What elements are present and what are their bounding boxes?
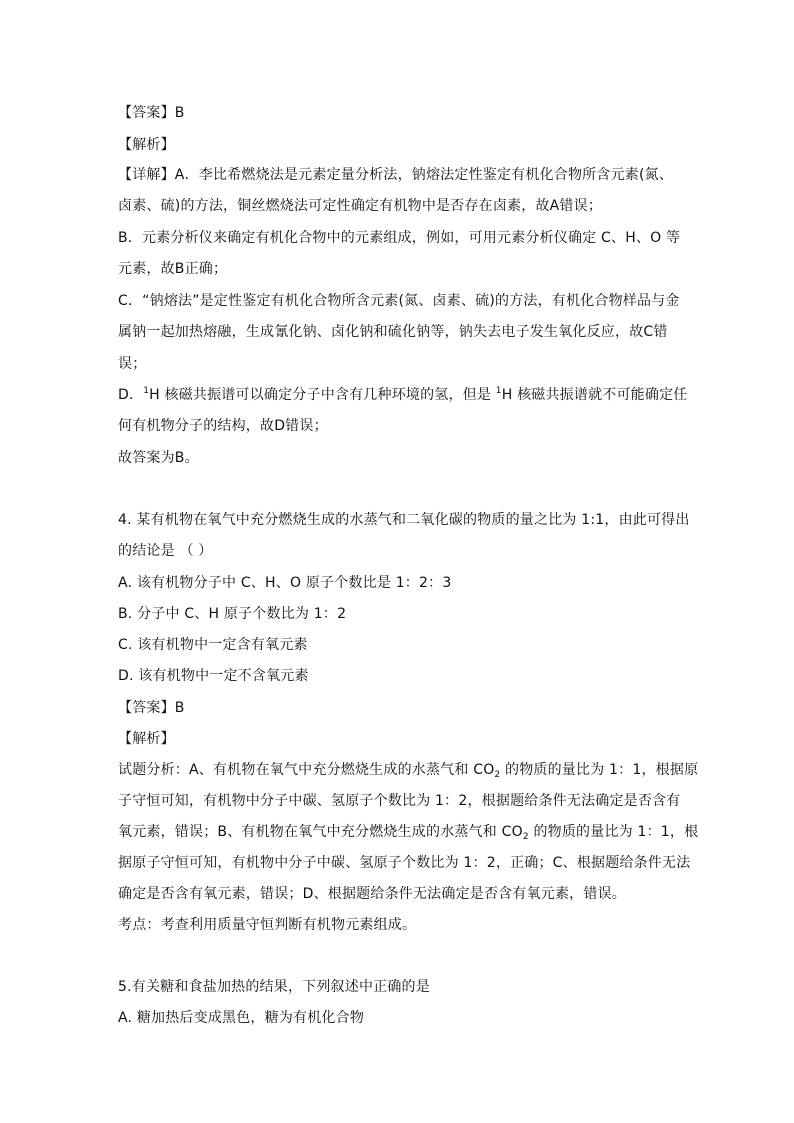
q4-option-b: B. 分子中 C、H 原子个数比为 1：2 [118,606,347,622]
q4-analysis-3: 氧元素，错误；B、有机物在氧气中充分燃烧生成的水蒸气和 $CO_2$ 的物质的量比为 1：1，根 [118,824,699,842]
q3-line-d1: D．$^1$H 核磁共振谱可以确定分子中含有几种环境的氢，但是 $^1$H 核磁共振谱就不可能确定任 [118,386,688,403]
q5-stem: 5.有关糖和食盐加热的结果，下列叙述中正确的是 [118,979,430,995]
q3-line-3: B．元素分析仪来确定有机化合物中的元素组成，例如，可用元素分析仪确定 C、H、O 等 [118,230,681,246]
q4-analysis-5: 确定是否含有氧元素，错误；D、根据题给条件无法确定是否含有氧元素，错误。 [118,886,626,902]
q3-line-6: 属钠一起加热熔融，生成氰化钠、卤化钠和硫化钠等，钠失去电子发生氧化反应，故C错 [118,324,668,340]
q4-answer: 【答案】B [118,700,185,716]
q4-option-c: C. 该有机物中一定含有氧元素 [118,637,308,653]
q4-option-a: A. 该有机物分子中 C、H、O 原子个数比是 1：2：3 [118,575,452,591]
q4-option-d: D. 该有机物中一定不含氧元素 [118,668,309,684]
q3-line-2: 卤素、硫)的方法，铜丝燃烧法可定性确定有机物中是否存在卤素，故A错误； [118,198,603,214]
q4-analysis-1: 试题分析：A、有机物在氧气中充分燃烧生成的水蒸气和 $CO_2$ 的物质的量比为 1：1，根据原 [118,762,699,780]
q3-analysis-heading: 【解析】 [118,137,175,153]
q3-line-5: C．“钠熔法”是定性鉴定有机化合物所含元素(氮、卤素、硫)的方法，有机化合物样品与金 [118,293,680,309]
q4-analysis-4: 据原子守恒可知，有机物中分子中碳、氢原子个数比为 1：2，正确；C、根据题给条件无法 [118,855,691,871]
q4-analysis-heading: 【解析】 [118,731,175,747]
q3-line-7: 误； [118,356,147,372]
q3-answer: 【答案】B [118,105,185,121]
q4-stem-2: 的结论是 （ ） [118,543,213,559]
q4-stem-1: 4. 某有机物在氧气中充分燃烧生成的水蒸气和二氧化碳的物质的量之比为 1:1，由此可得出 [118,512,690,528]
q3-line-1: 【详解】A．李比希燃烧法是元素定量分析法，钠熔法定性鉴定有机化合物所含元素(氮、 [118,167,674,183]
q4-analysis-2: 子守恒可知，有机物中分子中碳、氢原子个数比为 1：2，根据题给条件无法确定是否含有 [118,793,681,809]
q5-option-a: A. 糖加热后变成黑色，糖为有机化合物 [118,1010,365,1026]
q3-line-4: 元素，故B正确； [118,261,228,277]
q3-line-d2: 何有机物分子的结构，故D错误； [118,418,328,434]
q4-exam-point: 考点：考查利用质量守恒判断有机物元素组成。 [118,917,417,933]
q3-conclusion: 故答案为B。 [118,450,199,466]
